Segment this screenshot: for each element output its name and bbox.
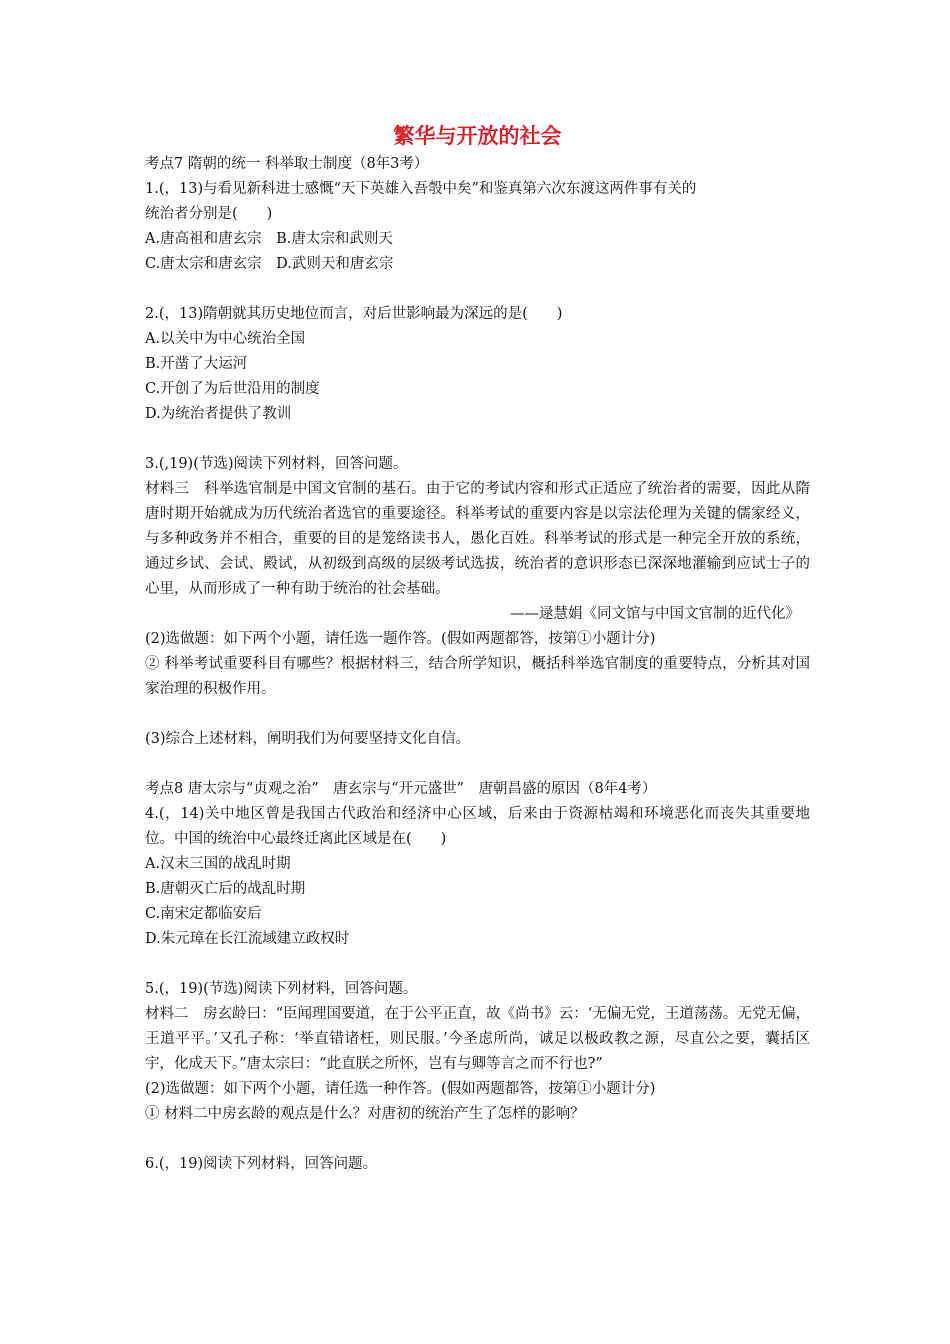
question-2-option-d: D.为统治者提供了教训 — [145, 406, 292, 422]
question-1-stem: 1.(，13)与看见新科进士感慨“天下英雄入吾彀中矣”和鉴真第六次东渡这两件事有关的 — [145, 181, 697, 197]
question-3-sub3: (3)综合上述材料，阐明我们为何要坚持文化自信。 — [145, 731, 471, 747]
question-6 — [145, 1152, 810, 1177]
question-1 — [145, 177, 810, 277]
question-5-stem: 5.(，19)(节选)阅读下列材料，回答问题。 — [145, 981, 418, 997]
question-2-option-c: C.开创了为后世沿用的制度 — [145, 381, 320, 397]
section-7-heading: 考点7 隋朝的统一 科举取士制度（8年3考） — [145, 156, 429, 172]
question-3-source: ——逯慧娟《同文馆与中国文官制的近代化》 — [510, 606, 800, 622]
question-2-option-b: B.开凿了大运河 — [145, 356, 248, 372]
question-3-sub2-question: ② 科举考试重要科目有哪些？根据材料三，结合所学知识，概括科举选官制度的重要特点，分析其对国家治理的积极作用。 — [145, 656, 810, 697]
question-5-sub2-question: ① 材料二中房玄龄的观点是什么？对唐初的统治产生了怎样的影响？ — [145, 1106, 585, 1122]
spacer — [145, 752, 810, 777]
question-6-stem: 6.(，19)阅读下列材料，回答问题。 — [145, 1156, 378, 1172]
question-3-stem: 3.(,19)(节选)阅读下列材料，回答问题。 — [145, 456, 408, 472]
question-3-material: 材料三 科举选官制是中国文官制的基石。由于它的考试内容和形式正适应了统治者的需要，因此从隋唐时期开始就成为历代统治者选官的重要途径。科举考试的重要内容是以宗法伦理为关键的儒家经义，与多种政务并不相合，重要的目的是笼络读书人，愚化百姓。科举考试的形式是一种完全开放的系统，通过乡试、会试、殿试，从初级到高级的层级考试选拔，统治者的意识形态已深深地灌输到应试士子的心里，从而形成了一种有助于统治的社会基础。 — [145, 481, 810, 597]
question-4-stem: 4.(，14)关中地区曾是我国古代政治和经济中心区域，后来由于资源枯竭和环境恶化而丧失其重要地位。中国的统治中心最终迁离此区域是在( ) — [145, 806, 810, 847]
section-8-heading: 考点8 唐太宗与“贞观之治” 唐玄宗与“开元盛世” 唐朝昌盛的原因（8年4考） — [145, 781, 657, 797]
question-5-sub2-intro: (2)选做题：如下两个小题，请任选一种作答。(假如两题都答，按第①小题计分) — [145, 1081, 656, 1097]
question-5-material: 材料二 房玄龄曰：“臣闻理国要道，在于公平正直，故《尚书》云：‘无偏无党，王道荡荡。无党无偏，王道平平。’又孔子称：‘举直错诸枉，则民服。’今圣虑所尚，诚足以极政教之源，尽直公之要，囊括区宇，化成天下。”唐太宗曰：“此直朕之所怀，岂有与卿等言之而不行也?” — [145, 1006, 810, 1072]
question-3 — [145, 452, 810, 752]
question-1-options-ab: A.唐高祖和唐玄宗 B.唐太宗和武则天 — [145, 231, 393, 247]
spacer — [145, 1127, 810, 1152]
spacer — [145, 427, 810, 452]
document-title: 繁华与开放的社会 — [393, 124, 562, 148]
spacer — [145, 952, 810, 977]
question-4-option-a: A.汉末三国的战乱时期 — [145, 856, 291, 872]
question-4-option-b: B.唐朝灭亡后的战乱时期 — [145, 881, 306, 897]
question-1-stem-continued: 统治者分别是( ) — [145, 206, 273, 222]
document-page — [145, 120, 810, 1177]
question-4-option-d: D.朱元璋在长江流域建立政权时 — [145, 931, 350, 947]
question-4-option-c: C.南宋定都临安后 — [145, 906, 262, 922]
question-2-option-a: A.以关中为中心统治全国 — [145, 331, 306, 347]
spacer — [145, 702, 810, 727]
question-4 — [145, 802, 810, 952]
question-3-sub2-intro: (2)选做题：如下两个小题，请任选一题作答。(假如两题都答，按第①小题计分) — [145, 631, 656, 647]
spacer — [145, 277, 810, 302]
question-5 — [145, 977, 810, 1127]
question-2-stem: 2.(，13)隋朝就其历史地位而言，对后世影响最为深远的是( ) — [145, 306, 563, 322]
question-2 — [145, 302, 810, 427]
question-1-options-cd: C.唐太宗和唐玄宗 D.武则天和唐玄宗 — [145, 256, 394, 272]
